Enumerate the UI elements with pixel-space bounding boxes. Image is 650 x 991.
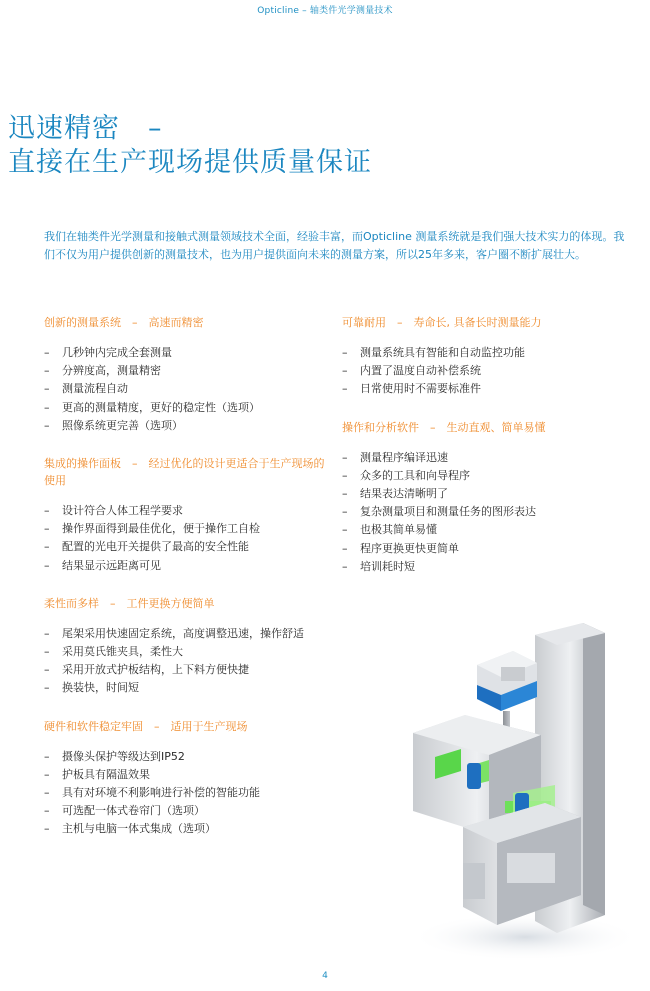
list-item: [44, 820, 334, 838]
list-item: [44, 557, 334, 575]
list-item: [44, 344, 334, 362]
list-item: [44, 502, 334, 520]
list-item: [342, 449, 642, 467]
dash-bullet-icon: –: [342, 450, 348, 464]
dash-bullet-icon: –: [342, 382, 348, 396]
list-item: [342, 558, 642, 576]
list-item: [342, 503, 642, 521]
list-item: [342, 540, 642, 558]
list-item-text: 设计符合人体工程学要求: [62, 504, 183, 518]
list-item-text: 护板具有隔温效果: [62, 767, 150, 781]
bullet-list: [342, 449, 642, 576]
list-item-text: 摄像头保护等级达到IP52: [62, 749, 185, 763]
list-item: [342, 485, 642, 503]
list-item-text: 结果显示远距离可见: [62, 558, 161, 572]
list-item-text: 几秒钟内完成全套测量: [62, 346, 172, 359]
dash-bullet-icon: –: [342, 364, 348, 378]
section-heading: 创新的测量系统 – 高速而精密: [44, 316, 204, 329]
list-item-text: 分辨度高，测量精密: [62, 364, 161, 378]
opticline-machine-illustration: [405, 615, 637, 963]
list-item: [44, 520, 334, 538]
list-item-text: 培训耗时短: [360, 559, 415, 573]
list-item-text: 内置了温度自动补偿系统: [360, 364, 481, 378]
bullet-list: [44, 625, 334, 698]
dash-bullet-icon: –: [342, 541, 348, 555]
dash-bullet-icon: –: [342, 505, 348, 519]
list-item-text: 众多的工具和向导程序: [360, 468, 470, 482]
section-heading: 集成的操作面板 – 经过优化的设计更适合于生产现场的使用: [44, 457, 325, 488]
list-item-text: 采用莫氏锥夹具，柔性大: [62, 645, 183, 659]
title-line-2: 直接在生产现场提供质量保证: [8, 147, 372, 178]
feature-section: [44, 718, 334, 839]
dash-bullet-icon: –: [44, 504, 50, 518]
bullet-list: [44, 344, 334, 435]
feature-section: [44, 455, 334, 575]
page-title: [8, 112, 372, 180]
list-item-text: 程序更换更快更简单: [360, 541, 459, 555]
list-item-text: 具有对环境不利影响进行补偿的智能功能: [62, 786, 260, 800]
dash-bullet-icon: –: [44, 786, 50, 800]
section-heading: 可靠耐用 – 寿命长, 具备长时测量能力: [342, 316, 542, 329]
list-item: [44, 784, 334, 802]
list-item-text: 测量流程自动: [62, 382, 128, 396]
dash-bullet-icon: –: [44, 749, 50, 763]
dash-bullet-icon: –: [44, 681, 50, 695]
left-column: [44, 314, 334, 859]
list-item: [44, 661, 334, 679]
list-item: [44, 679, 334, 697]
list-item: [44, 802, 334, 820]
feature-section: [44, 314, 334, 435]
list-item: [44, 766, 334, 784]
intro-paragraph: 我们在轴类件光学测量和接触式测量领域技术全面，经验丰富，而Opticline 测量系统就是我们强大技术实力的体现。我们不仅为用户提供创新的测量技术，也为用户提供面向未来的测量方案，所以25年多来，客户圈不断扩展壮大。: [44, 230, 625, 261]
dash-bullet-icon: –: [44, 346, 50, 359]
dash-bullet-icon: –: [342, 559, 348, 573]
section-heading: 操作和分析软件 – 生动直观、简单易懂: [342, 420, 546, 434]
title-line-1: 迅速精密 –: [8, 113, 163, 144]
list-item-text: 测量程序编译迅速: [360, 450, 448, 464]
list-item: [44, 417, 334, 435]
list-item-text: 配置的光电开关提供了最高的安全性能: [62, 540, 249, 554]
right-column: [342, 314, 642, 596]
list-item-text: 尾架采用快速固定系统，高度调整迅速，操作舒适: [62, 626, 304, 640]
list-item-text: 测量系统具有智能和自动监控功能: [360, 346, 525, 359]
dash-bullet-icon: –: [44, 418, 50, 432]
dash-bullet-icon: –: [342, 346, 348, 359]
list-item-text: 操作界面得到最佳优化，便于操作工自检: [62, 522, 260, 536]
list-item-text: 也极其简单易懂: [360, 523, 437, 537]
list-item: [342, 467, 642, 485]
list-item: [44, 625, 334, 643]
list-item: [342, 380, 642, 398]
list-item-text: 日常使用时不需要标准件: [360, 382, 481, 396]
dash-bullet-icon: –: [342, 523, 348, 537]
list-item-text: 照像系统更完善（选项）: [62, 418, 183, 432]
running-header: Opticline – 轴类件光学测量技术: [257, 6, 393, 16]
list-item: [44, 380, 334, 398]
list-item-text: 复杂测量项目和测量任务的图形表达: [360, 505, 536, 519]
dash-bullet-icon: –: [44, 400, 50, 414]
list-item: [44, 748, 334, 766]
dash-bullet-icon: –: [44, 822, 50, 836]
feature-section: [44, 595, 334, 698]
list-item: [342, 344, 642, 362]
page-number: 4: [322, 971, 328, 981]
list-item-text: 结果表达清晰明了: [360, 487, 448, 501]
dash-bullet-icon: –: [44, 645, 50, 659]
list-item-text: 更高的测量精度，更好的稳定性（选项）: [62, 400, 260, 414]
list-item: [342, 362, 642, 380]
dash-bullet-icon: –: [44, 626, 50, 640]
bullet-list: [44, 748, 334, 839]
dash-bullet-icon: –: [342, 468, 348, 482]
dash-bullet-icon: –: [44, 364, 50, 378]
feature-section: [342, 314, 642, 399]
list-item: [44, 538, 334, 556]
dash-bullet-icon: –: [44, 382, 50, 396]
list-item-text: 主机与电脑一体式集成（选项）: [62, 822, 216, 836]
dash-bullet-icon: –: [44, 540, 50, 554]
list-item: [342, 521, 642, 539]
bullet-list: [342, 344, 642, 399]
list-item: [44, 399, 334, 417]
dash-bullet-icon: –: [44, 522, 50, 536]
list-item: [44, 362, 334, 380]
list-item-text: 换装快，时间短: [62, 681, 139, 695]
dash-bullet-icon: –: [44, 804, 50, 818]
dash-bullet-icon: –: [44, 558, 50, 572]
list-item: [44, 643, 334, 661]
dash-bullet-icon: –: [342, 487, 348, 501]
section-heading: 硬件和软件稳定牢固 – 适用于生产现场: [44, 719, 248, 733]
feature-section: [342, 419, 642, 576]
list-item-text: 采用开放式护板结构，上下料方便快捷: [62, 663, 249, 677]
list-item-text: 可选配一体式卷帘门（选项）: [62, 804, 205, 818]
dash-bullet-icon: –: [44, 663, 50, 677]
bullet-list: [44, 502, 334, 575]
section-heading: 柔性而多样 – 工件更换方便简单: [44, 596, 215, 610]
dash-bullet-icon: –: [44, 767, 50, 781]
